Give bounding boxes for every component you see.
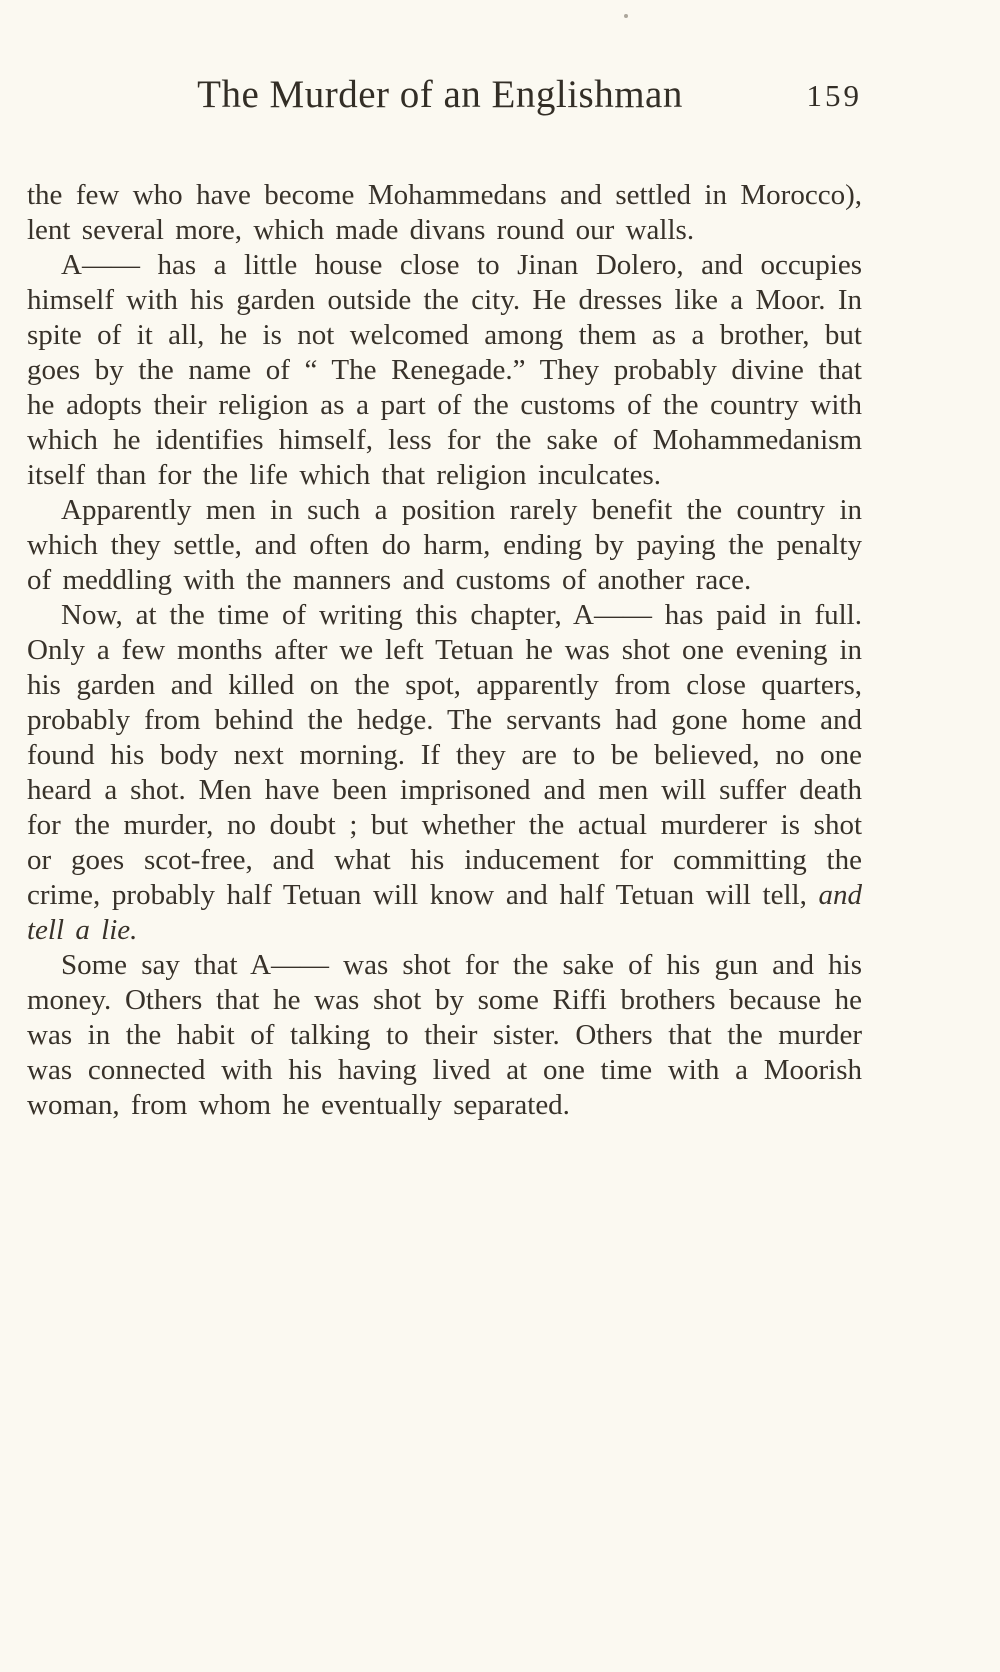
body-text: A—— has a little house close to Jinan Dolero, and occupies himself with his garden outside the city. He dresses like a Moor. In spite of it all, he is not welcomed among them as a brother, but goes by the name of “ The Renegade.” They probably divine that he adopts their religion as a part of the customs of the country with which he identifies himself, less for the sake of Mohammedanism itself than for the life which that religion inculcates. (27, 249, 862, 491)
paragraph (27, 493, 862, 598)
body-text: Some say that A—— was shot for the sake of his gun and his money. Others that he was shot by some Riffi brothers because he was in the habit of talking to their sister. Others that the murder was connected with his having lived at one time with a Moorish woman, from whom he eventually separated. (27, 949, 862, 1121)
body-text: Now, at the time of writing this chapter, A—— has paid in full. Only a few months after we left Tetuan he was shot one evening in his garden and killed on the spot, apparently from close quarters, probably from behind the hedge. The servants had gone home and found his body next morning. If they are to be believed, no one heard a shot. Men have been imprisoned and men will suffer death for the murder, no doubt ; but whether the actual murderer is shot or goes scot-free, and what his inducement for committing the crime, probably half Tetuan will know and half Tetuan will tell, (27, 599, 862, 911)
body-text: the few who have become Mohammedans and settled in Morocco), lent several more, which made divans round our walls. (27, 179, 862, 246)
page-body (27, 178, 862, 1123)
paragraph (27, 178, 862, 248)
paragraph (27, 248, 862, 493)
body-text: Apparently men in such a position rarely benefit the country in which they settle, and often do harm, ending by paying the penalty of meddling with the manners and customs of another race. (27, 494, 862, 596)
page-number: 159 (806, 78, 862, 113)
page-header (0, 0, 1000, 134)
italic-text: and tell a lie. (27, 879, 862, 946)
paragraph (27, 598, 862, 948)
running-title: The Murder of an Englishman (197, 73, 683, 116)
paragraph (27, 948, 862, 1123)
